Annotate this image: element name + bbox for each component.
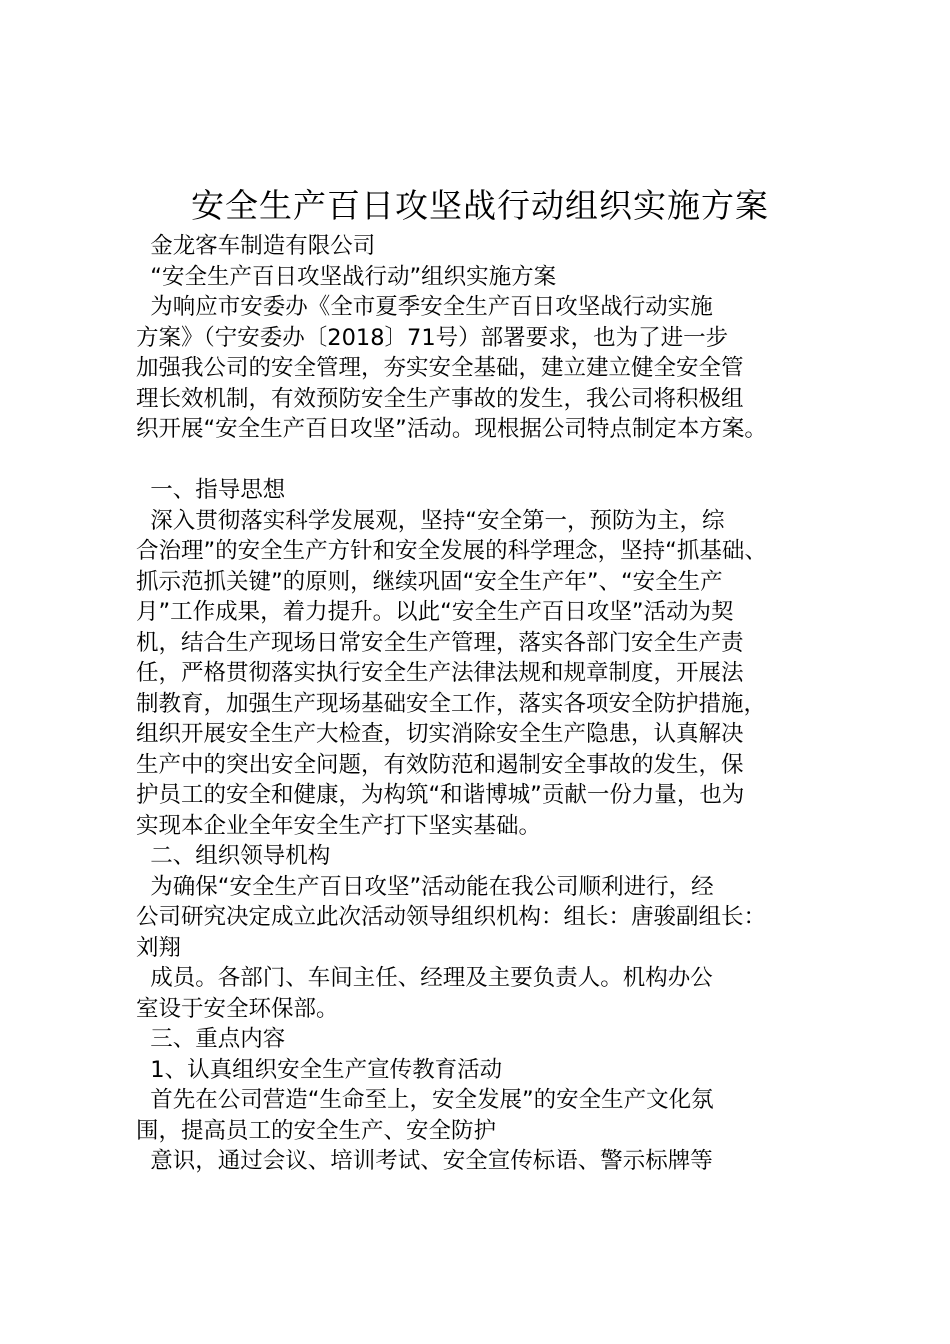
- paragraph-line: 合治理”的安全生产方针和安全发展的科学理念，坚持“抓基础、: [136, 538, 767, 564]
- blank-line: [136, 445, 848, 476]
- paragraph-line: “安全生产百日攻坚战行动”组织实施方案: [136, 263, 557, 290]
- document-body: [136, 231, 848, 1177]
- paragraph-line: 成员。各部门、车间主任、经理及主要负责人。机构办公: [136, 965, 713, 991]
- document-title: 安全生产百日攻坚战行动组织实施方案: [191, 186, 769, 225]
- paragraph-line: 公司研究决定成立此次活动领导组织机构：组长：唐骏副组长：: [136, 904, 767, 930]
- paragraph-line: 机，结合生产现场日常安全生产管理，落实各部门安全生产责: [136, 629, 744, 656]
- paragraph-line: 抓示范抓关键”的原则，继续巩固“安全生产年”、“安全生产: [136, 568, 723, 595]
- paragraph-line: 方案》（宁安委办〔2018〕71号）部署要求，也为了进一步: [136, 324, 729, 351]
- paragraph-line: 组织开展安全生产大检查，切实消除安全生产隐患，认真解决: [136, 721, 744, 747]
- paragraph-line: 三、重点内容: [136, 1026, 286, 1052]
- paragraph-line: 护员工的安全和健康，为构筑“和谐博城”贡献一份力量，也为: [136, 782, 745, 808]
- paragraph-line: 深入贯彻落实科学发展观，坚持“安全第一，预防为主，综: [136, 507, 725, 534]
- paragraph-line: 1、认真组织安全生产宣传教育活动: [136, 1056, 503, 1083]
- paragraph-line: 织开展“安全生产百日攻坚”活动。现根据公司特点制定本方案。: [136, 416, 767, 442]
- paragraph-line: 围，提高员工的安全生产、安全防护: [136, 1117, 497, 1144]
- paragraph-line: 为确保“安全生产百日攻坚”活动能在我公司顺利进行，经: [136, 873, 714, 900]
- paragraph-line: 制教育，加强生产现场基础安全工作，落实各项安全防护措施，: [136, 690, 767, 717]
- paragraph-line: 生产中的突出安全问题，有效防范和遏制安全事故的发生，保: [136, 751, 744, 778]
- paragraph-line: 加强我公司的安全管理，夯实安全基础，建立建立健全安全管: [136, 355, 744, 381]
- paragraph-line: 室设于安全环保部。: [136, 995, 339, 1022]
- paragraph-line: 首先在公司营造“生命至上，安全发展”的安全生产文化氛: [136, 1087, 714, 1113]
- paragraph-line: 刘翔: [136, 934, 182, 961]
- paragraph-line: 实现本企业全年安全生产打下坚实基础。: [136, 812, 542, 839]
- paragraph-line: 为响应市安委办《全市夏季安全生产百日攻坚战行动实施: [136, 294, 713, 320]
- paragraph-line: 任，严格贯彻落实执行安全生产法律法规和规章制度，开展法: [136, 660, 744, 686]
- paragraph-line: 月”工作成果，着力提升。以此“安全生产百日攻坚”活动为契: [136, 599, 734, 625]
- paragraph-line: 一、指导思想: [136, 477, 286, 503]
- paragraph-line: 金龙客车制造有限公司: [136, 233, 376, 259]
- paragraph-line: 二、组织领导机构: [136, 843, 331, 869]
- paragraph-line: 理长效机制，有效预防安全生产事故的发生，我公司将积极组: [136, 385, 744, 412]
- paragraph-line: 意识，通过会议、培训考试、安全宣传标语、警示标牌等: [136, 1148, 713, 1174]
